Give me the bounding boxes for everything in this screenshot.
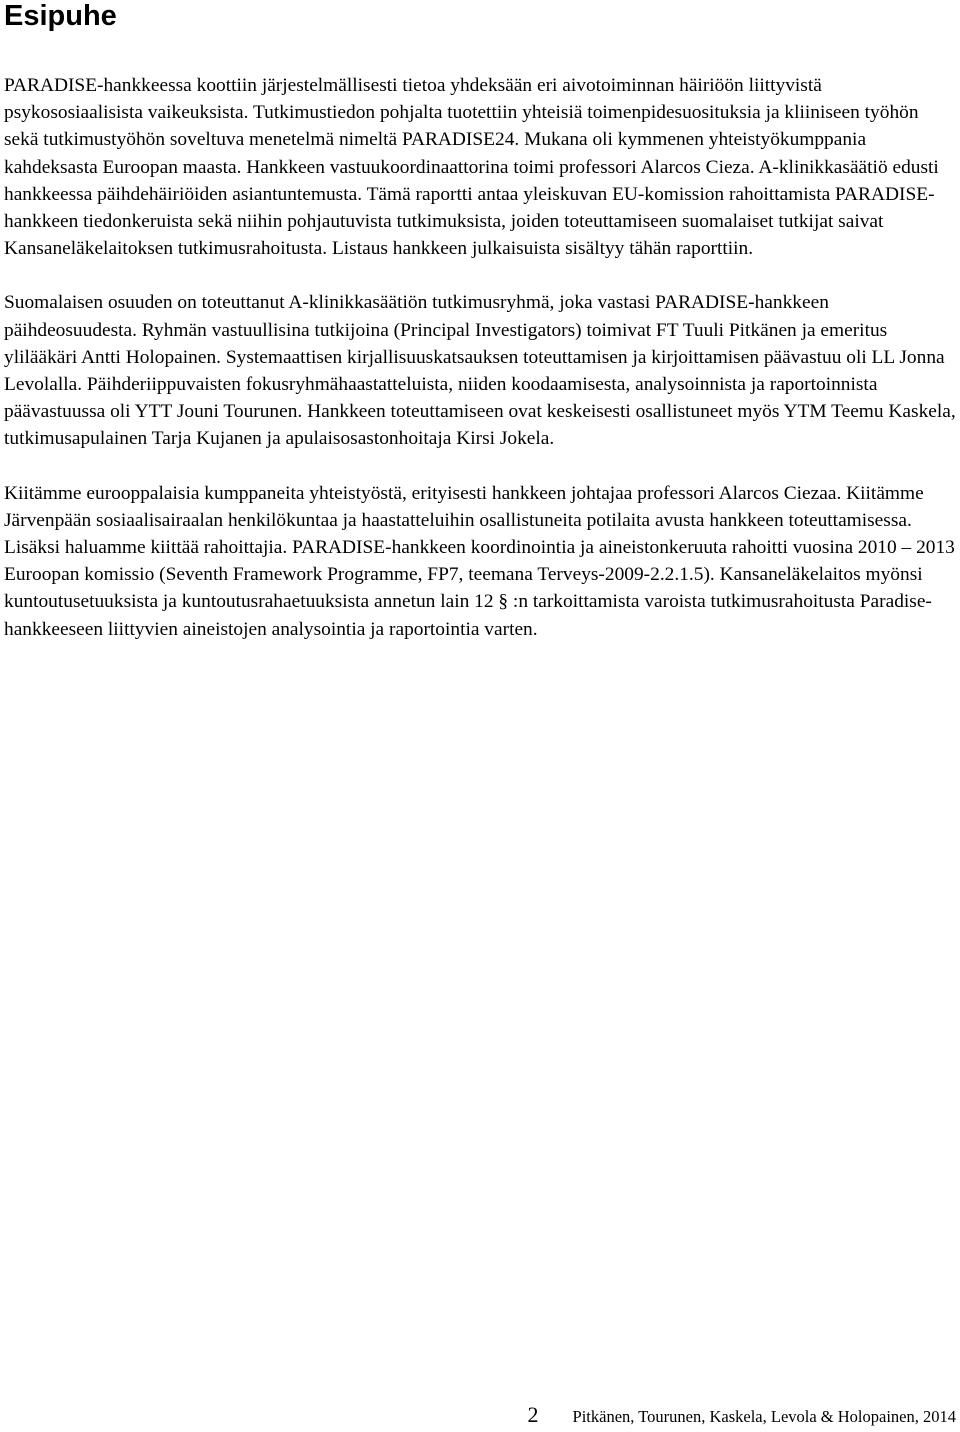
paragraph-intro: PARADISE-hankkeessa koottiin järjestelmällisesti tietoa yhdeksään eri aivotoiminnan häiriöön liittyvistä psykososiaalisista vaikeuksista. Tutkimustiedon pohjalta tuotettiin yhteisiä toimenpidesuosituksia ja kliiniseen työhön sekä tutkimustyöhön soveltuva menetelmä nimeltä PARADISE24. Mukana oli kymmenen yhteistyökumppania kahdeksasta Euroopan maasta. Hankkeen vastuukoordinaattorina toimi professori Alarcos Cieza. A-klinikkasäätiö edusti hankkeessa päihdehäiriöiden asiantuntemusta. Tämä raportti antaa yleiskuvan EU-komission rahoittamista PARADISE-hankkeen tiedonkeruista sekä niihin pohjautuvista tutkimuksista, joiden toteuttamiseen suomalaiset tutkijat saivat Kansaneläkelaitoksen tutkimusrahoitusta. Listaus hankkeen julkaisuista sisältyy tähän raporttiin.: [4, 75, 939, 260]
page-number: 2: [527, 1402, 539, 1427]
page-title: Esipuhe: [4, 0, 117, 32]
paragraph-team: Suomalaisen osuuden on toteuttanut A-klinikkasäätiön tutkimusryhmä, joka vastasi PARADISE-hankkeen päihdeosuudesta. Ryhmän vastuullisina tutkijoina (Principal Investigators) toimivat FT Tuuli Pitkänen ja emeritus ylilääkäri Antti Holopainen. Systemaattisen kirjallisuuskatsauksen toteuttamisen ja kirjoittamisen päävastuu oli LL Jonna Levolalla. Päihderiippuvaisten fokusryhmähaastatteluista, niiden koodaamisesta, analysoinnista ja raportoinnista päävastuussa oli YTT Jouni Tourunen. Hankkeen toteuttamiseen ovat keskeisesti osallistuneet myös YTM Teemu Kaskela, tutkimusapulainen Tarja Kujanen ja apulaisosastonhoitaja Kirsi Jokela.: [4, 292, 956, 450]
paragraph-acknowledgements: Kiitämme eurooppalaisia kumppaneita yhteistyöstä, erityisesti hankkeen johtajaa professori Alarcos Ciezaa. Kiitämme Järvenpään sosiaalisairaalan henkilökuntaa ja haastatteluihin osallistuneita potilaita avusta hankkeen toteuttamisessa. Lisäksi haluamme kiittää rahoittajia. PARADISE-hankkeen koordinointia ja aineistonkeruuta rahoitti vuosina 2010 – 2013 Euroopan komissio (Seventh Framework Programme, FP7, teemana Terveys-2009-2.2.1.5). Kansaneläkelaitos myönsi kuntoutusetuuksista ja kuntoutusrahaetuuksista annetun lain 12 § :n tarkoittamista varoista tutkimusrahoitusta Paradise-hankkeeseen liittyvien aineistojen analysointia ja raportointia varten.: [4, 482, 955, 640]
page-footer: [528, 1404, 956, 1429]
footer-authors: Pitkänen, Tourunen, Kaskela, Levola & Holopainen, 2014: [572, 1407, 956, 1426]
document-body: [4, 72, 956, 670]
